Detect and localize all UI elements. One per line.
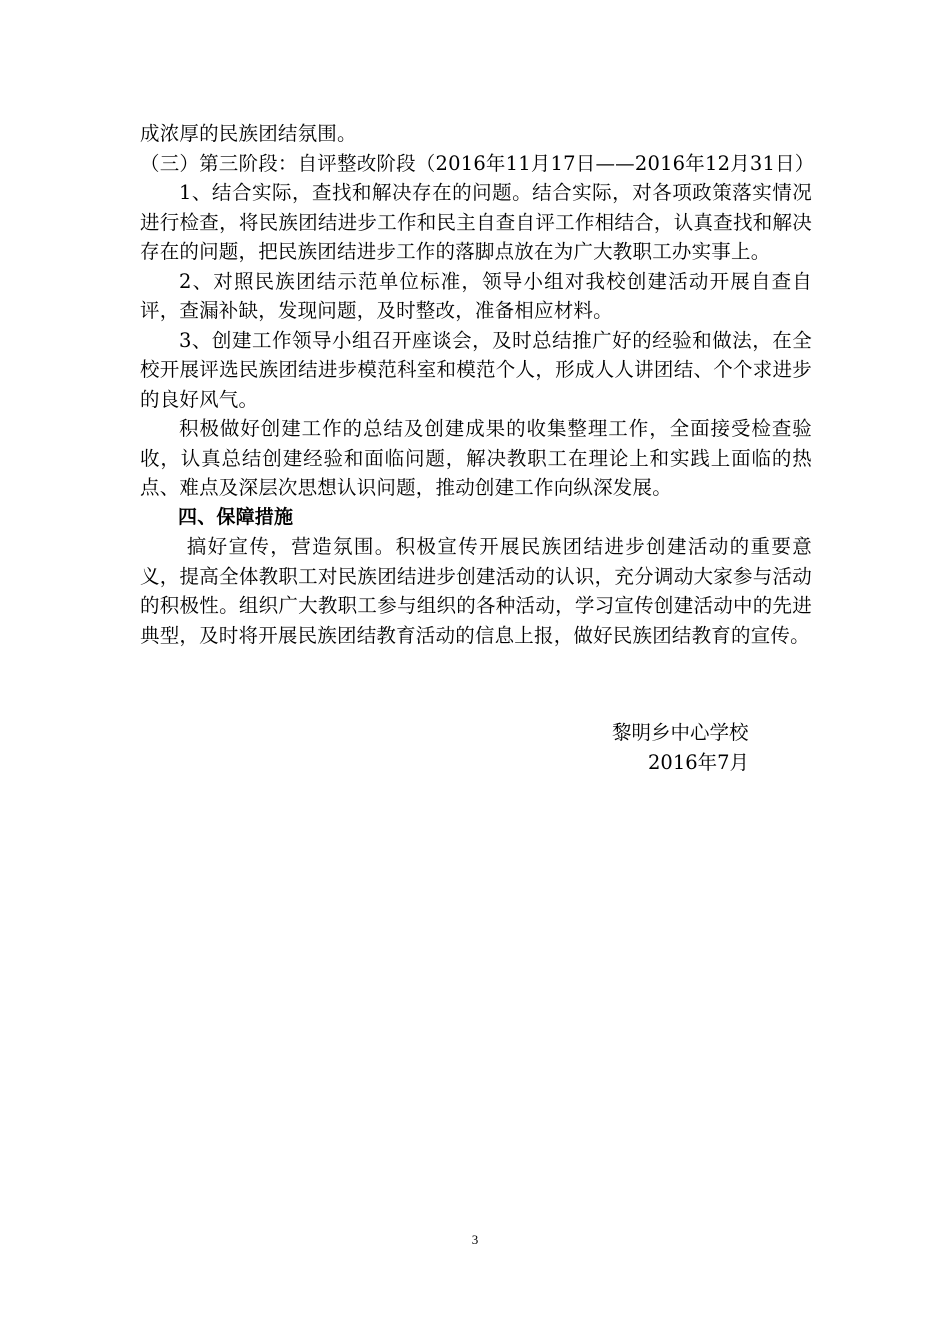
paragraph-publicity: 搞好宣传，营造氛围。积极宣传开展民族团结进步创建活动的重要意义，提高全体教职工对民族团结进步创建活动的认识，充分调动大家参与活动的积极性。组织广大教职工参与组织的各种活动，学习宣传创建活动中的先进典型，及时将开展民族团结教育活动的信息上报，做好民族团结教育的宣传。 (140, 535, 812, 647)
page-number: 3 (471, 1232, 479, 1247)
section-heading-safeguards: 四、保障措施 (178, 505, 294, 528)
paragraph-item-1: 1、结合实际，查找和解决存在的问题。结合实际，对各项政策落实情况进行检查，将民族团结进步工作和民主自查自评工作相结合，认真查找和解决存在的问题，把民族团结进步工作的落脚点放在为广大教职工办实事上。 (140, 181, 812, 263)
signature-organization: 黎明乡中心学校 (612, 721, 749, 744)
document-body (140, 119, 815, 650)
section-heading-stage-three: （三）第三阶段：自评整改阶段（2016年11月17日——2016年12月31日） (140, 151, 815, 175)
signature-block (612, 718, 812, 777)
signature-date: 2016年7月 (648, 750, 750, 774)
paragraph-continuation: 成浓厚的民族团结氛围。 (140, 122, 357, 145)
paragraph-item-3: 3、创建工作领导小组召开座谈会，及时总结推广好的经验和做法，在全校开展评选民族团结进步模范科室和模范个人，形成人人讲团结、个个求进步的良好风气。 (140, 328, 812, 411)
paragraph-summary-work: 积极做好创建工作的总结及创建成果的收集整理工作，全面接受检查验收，认真总结创建经验和面临问题，解决教职工在理论上和实践上面临的热点、难点及深层次思想认识问题，推动创建工作向纵深发展。 (140, 417, 812, 499)
paragraph-item-2: 2、对照民族团结示范单位标准，领导小组对我校创建活动开展自查自评，查漏补缺，发现问题，及时整改，准备相应材料。 (140, 269, 812, 322)
